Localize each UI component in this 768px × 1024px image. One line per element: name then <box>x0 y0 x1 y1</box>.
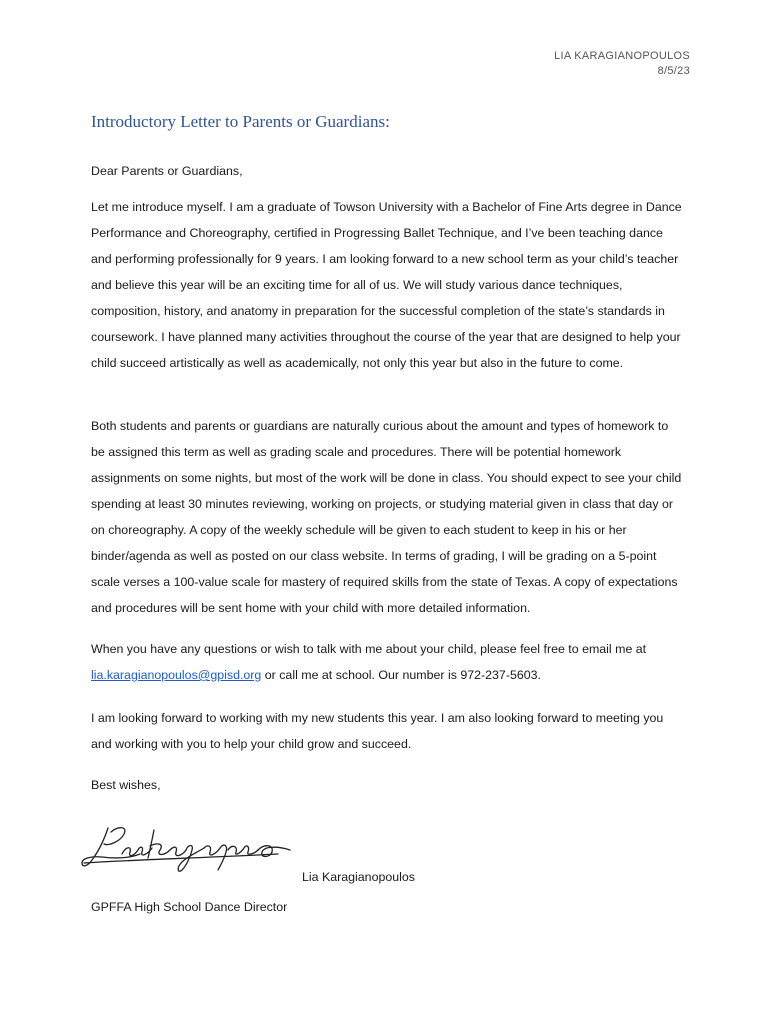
signer-name: Lia Karagianopoulos <box>302 870 415 884</box>
page-header <box>554 49 690 79</box>
paragraph-homework: Both students and parents or guardians are naturally curious about the amount and types of homework to be assigned this term as well as grading scale and procedures. There will be potential homework assignments on some nights, but most of the work will be done in class. You should expect to see your child spending at least 30 minutes reviewing, working on projects, or studying material given in class that day or on choreography. A copy of the weekly schedule will be given to each student to keep in his or her binder/agenda as well as posted on our class website. In terms of grading, I will be grading on a 5-point scale verses a 100-value scale for mastery of required skills from the state of Texas. A copy of expectations and procedures will be sent home with your child with more detailed information. <box>91 419 682 615</box>
header-author: LIA KARAGIANOPOULOS <box>554 50 690 62</box>
paragraph-introduction: Let me introduce myself. I am a graduate of Towson University with a Bachelor of Fine Arts degree in Dance Performance and Choreography, certified in Progressing Ballet Technique, and I’ve been teaching dance and performing professionally for 9 years. I am looking forward to a new school term as your child’s teacher and believe this year will be an exciting time for all of us. We will study various dance techniques, composition, history, and anatomy in preparation for the successful completion of the state’s standards in coursework. I have planned many activities throughout the course of the year that are designed to help your child succeed artistically as well as academically, not only this year but also in the future to come. <box>91 200 682 370</box>
header-date: 8/5/23 <box>657 65 690 77</box>
signature-image <box>78 816 294 874</box>
email-link[interactable]: lia.karagianopoulos@gpisd.org <box>91 668 262 682</box>
paragraph-contact <box>91 636 683 688</box>
closing-line: Best wishes, <box>91 778 161 792</box>
paragraph-closing-remarks: I am looking forward to working with my new students this year. I am also looking forward to meeting you and working with you to help your child grow and succeed. <box>91 711 664 751</box>
letter-title: Introductory Letter to Parents or Guardians: <box>91 112 390 131</box>
signer-title: GPFFA High School Dance Director <box>91 900 288 914</box>
salutation: Dear Parents or Guardians, <box>91 164 243 178</box>
contact-text-before: When you have any questions or wish to talk with me about your child, please feel free to email me at <box>91 642 647 656</box>
contact-text-after: or call me at school. Our number is 972-237-5603. <box>261 668 541 682</box>
